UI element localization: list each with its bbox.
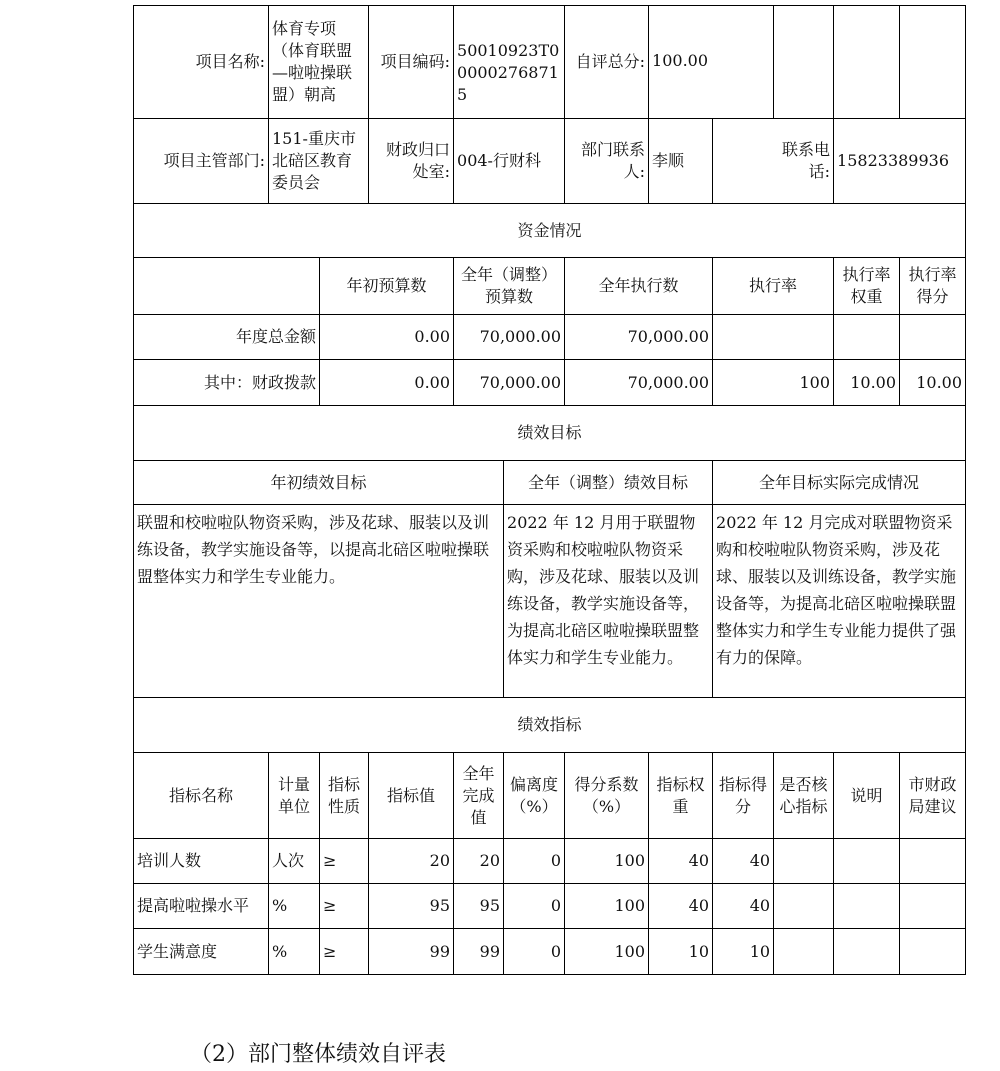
ind-header-done: 全年完成值: [454, 753, 504, 839]
ind-done: 95: [454, 884, 504, 929]
self-score-value: 100.00: [649, 6, 774, 119]
funds-cell: 10.00: [834, 360, 900, 406]
ind-target: 99: [369, 929, 454, 975]
ind-unit: 人次: [269, 839, 320, 884]
funds-cell: 70,000.00: [565, 315, 713, 360]
funds-header-initial-budget: 年初预算数: [320, 258, 454, 315]
goals-initial-text: 联盟和校啦啦队物资采购，涉及花球、服装以及训练设备，教学实施设备等，以提高北碚区啦啦操联盟整体实力和学生专业能力。: [134, 505, 504, 698]
ind-header-core: 是否核心指标: [774, 753, 834, 839]
funds-cell: 100: [713, 360, 834, 406]
ind-advice: [900, 929, 966, 975]
goals-section-header: [134, 406, 966, 461]
ind-done: 99: [454, 929, 504, 975]
funds-section-title: 资金情况: [134, 204, 966, 258]
ind-name: 提高啦啦操水平: [134, 884, 269, 929]
ind-score: 40: [713, 839, 774, 884]
ind-note: [834, 839, 900, 884]
ind-name: 培训人数: [134, 839, 269, 884]
empty-cell: [134, 258, 320, 315]
ind-core: [774, 929, 834, 975]
funds-row-total: [134, 315, 966, 360]
ind-header-advice: 市财政局建议: [900, 753, 966, 839]
contact-label: 部门联系人:: [565, 119, 649, 204]
funds-header-rate-score: 执行率得分: [900, 258, 966, 315]
ind-header-nature: 指标性质: [320, 753, 369, 839]
ind-nature: ≥: [320, 929, 369, 975]
funds-cell: 70,000.00: [565, 360, 713, 406]
department-label: 项目主管部门:: [134, 119, 269, 204]
goals-actual-text: 2022 年 12 月完成对联盟物资采购和校啦啦队物资采购，涉及花球、服装以及训练设备，教学实施设备等，为提高北碚区啦啦操联盟整体实力和学生专业能力提供了强有力的保障。: [713, 505, 966, 698]
phone-value: 15823389936: [834, 119, 966, 204]
funds-header-rate-weight: 执行率权重: [834, 258, 900, 315]
finance-office-label: 财政归口处室:: [369, 119, 454, 204]
indicator-row: [134, 884, 966, 929]
contact-value: 李顺: [649, 119, 713, 204]
ind-core: [774, 839, 834, 884]
goals-header-actual: 全年目标实际完成情况: [713, 461, 966, 505]
ind-weight: 10: [649, 929, 713, 975]
ind-unit: %: [269, 929, 320, 975]
ind-score: 40: [713, 884, 774, 929]
ind-weight: 40: [649, 884, 713, 929]
funds-header-executed: 全年执行数: [565, 258, 713, 315]
ind-header-score: 指标得分: [713, 753, 774, 839]
funds-cell: 0.00: [320, 315, 454, 360]
funds-row-label: 其中：财政拨款: [134, 360, 320, 406]
ind-nature: ≥: [320, 884, 369, 929]
funds-section-header: [134, 204, 966, 258]
goals-section-title: 绩效目标: [134, 406, 966, 461]
ind-note: [834, 929, 900, 975]
ind-target: 95: [369, 884, 454, 929]
ind-header-target: 指标值: [369, 753, 454, 839]
funds-header-exec-rate: 执行率: [713, 258, 834, 315]
ind-score: 10: [713, 929, 774, 975]
ind-nature: ≥: [320, 839, 369, 884]
ind-deviation: 0: [504, 884, 565, 929]
ind-deviation: 0: [504, 929, 565, 975]
goals-header-initial: 年初绩效目标: [134, 461, 504, 505]
funds-row-fiscal: [134, 360, 966, 406]
funds-cell: [900, 315, 966, 360]
department-row: [134, 119, 966, 204]
project-code-label: 项目编码:: [369, 6, 454, 119]
finance-office-value: 004-行财科: [454, 119, 565, 204]
funds-row-label: 年度总金额: [134, 315, 320, 360]
ind-target: 20: [369, 839, 454, 884]
project-name-label: 项目名称:: [134, 6, 269, 119]
goals-header-row: [134, 461, 966, 505]
ind-header-coef: 得分系数（%）: [565, 753, 649, 839]
ind-header-note: 说明: [834, 753, 900, 839]
empty-cell: [900, 6, 966, 119]
ind-coef: 100: [565, 884, 649, 929]
ind-note: [834, 884, 900, 929]
project-name-row: [134, 6, 966, 119]
ind-advice: [900, 884, 966, 929]
funds-cell: 10.00: [900, 360, 966, 406]
ind-core: [774, 884, 834, 929]
goals-content-row: [134, 505, 966, 698]
funds-cell: 70,000.00: [454, 360, 565, 406]
ind-coef: 100: [565, 839, 649, 884]
performance-self-evaluation-table: [133, 5, 966, 975]
funds-cell: [713, 315, 834, 360]
ind-header-name: 指标名称: [134, 753, 269, 839]
funds-cell: [834, 315, 900, 360]
indicator-row: [134, 929, 966, 975]
funds-header-adjusted-budget: 全年（调整）预算数: [454, 258, 565, 315]
goals-adjusted-text: 2022 年 12 月用于联盟物资采购和校啦啦队物资采购，涉及花球、服装以及训练设备，教学实施设备等，为提高北碚区啦啦操联盟整体实力和学生专业能力。: [504, 505, 713, 698]
indicators-header-row: [134, 753, 966, 839]
indicators-section-title: 绩效指标: [134, 698, 966, 753]
ind-done: 20: [454, 839, 504, 884]
ind-header-weight: 指标权重: [649, 753, 713, 839]
ind-coef: 100: [565, 929, 649, 975]
department-value: 151-重庆市北碚区教育委员会: [269, 119, 369, 204]
funds-header-row: [134, 258, 966, 315]
ind-name: 学生满意度: [134, 929, 269, 975]
ind-unit: %: [269, 884, 320, 929]
ind-deviation: 0: [504, 839, 565, 884]
empty-cell: [834, 6, 900, 119]
self-score-label: 自评总分:: [565, 6, 649, 119]
ind-header-unit: 计量单位: [269, 753, 320, 839]
project-code-value: 50010923T000002768715: [454, 6, 565, 119]
project-name-value: 体育专项（体育联盟—啦啦操联盟）朝高: [269, 6, 369, 119]
funds-cell: 0.00: [320, 360, 454, 406]
phone-label: 联系电话:: [713, 119, 834, 204]
ind-advice: [900, 839, 966, 884]
empty-cell: [774, 6, 834, 119]
funds-cell: 70,000.00: [454, 315, 565, 360]
ind-weight: 40: [649, 839, 713, 884]
indicator-row: [134, 839, 966, 884]
ind-header-deviation: 偏离度（%）: [504, 753, 565, 839]
section-caption: （2）部门整体绩效自评表: [190, 1042, 446, 1067]
goals-header-adjusted: 全年（调整）绩效目标: [504, 461, 713, 505]
indicators-section-header: [134, 698, 966, 753]
